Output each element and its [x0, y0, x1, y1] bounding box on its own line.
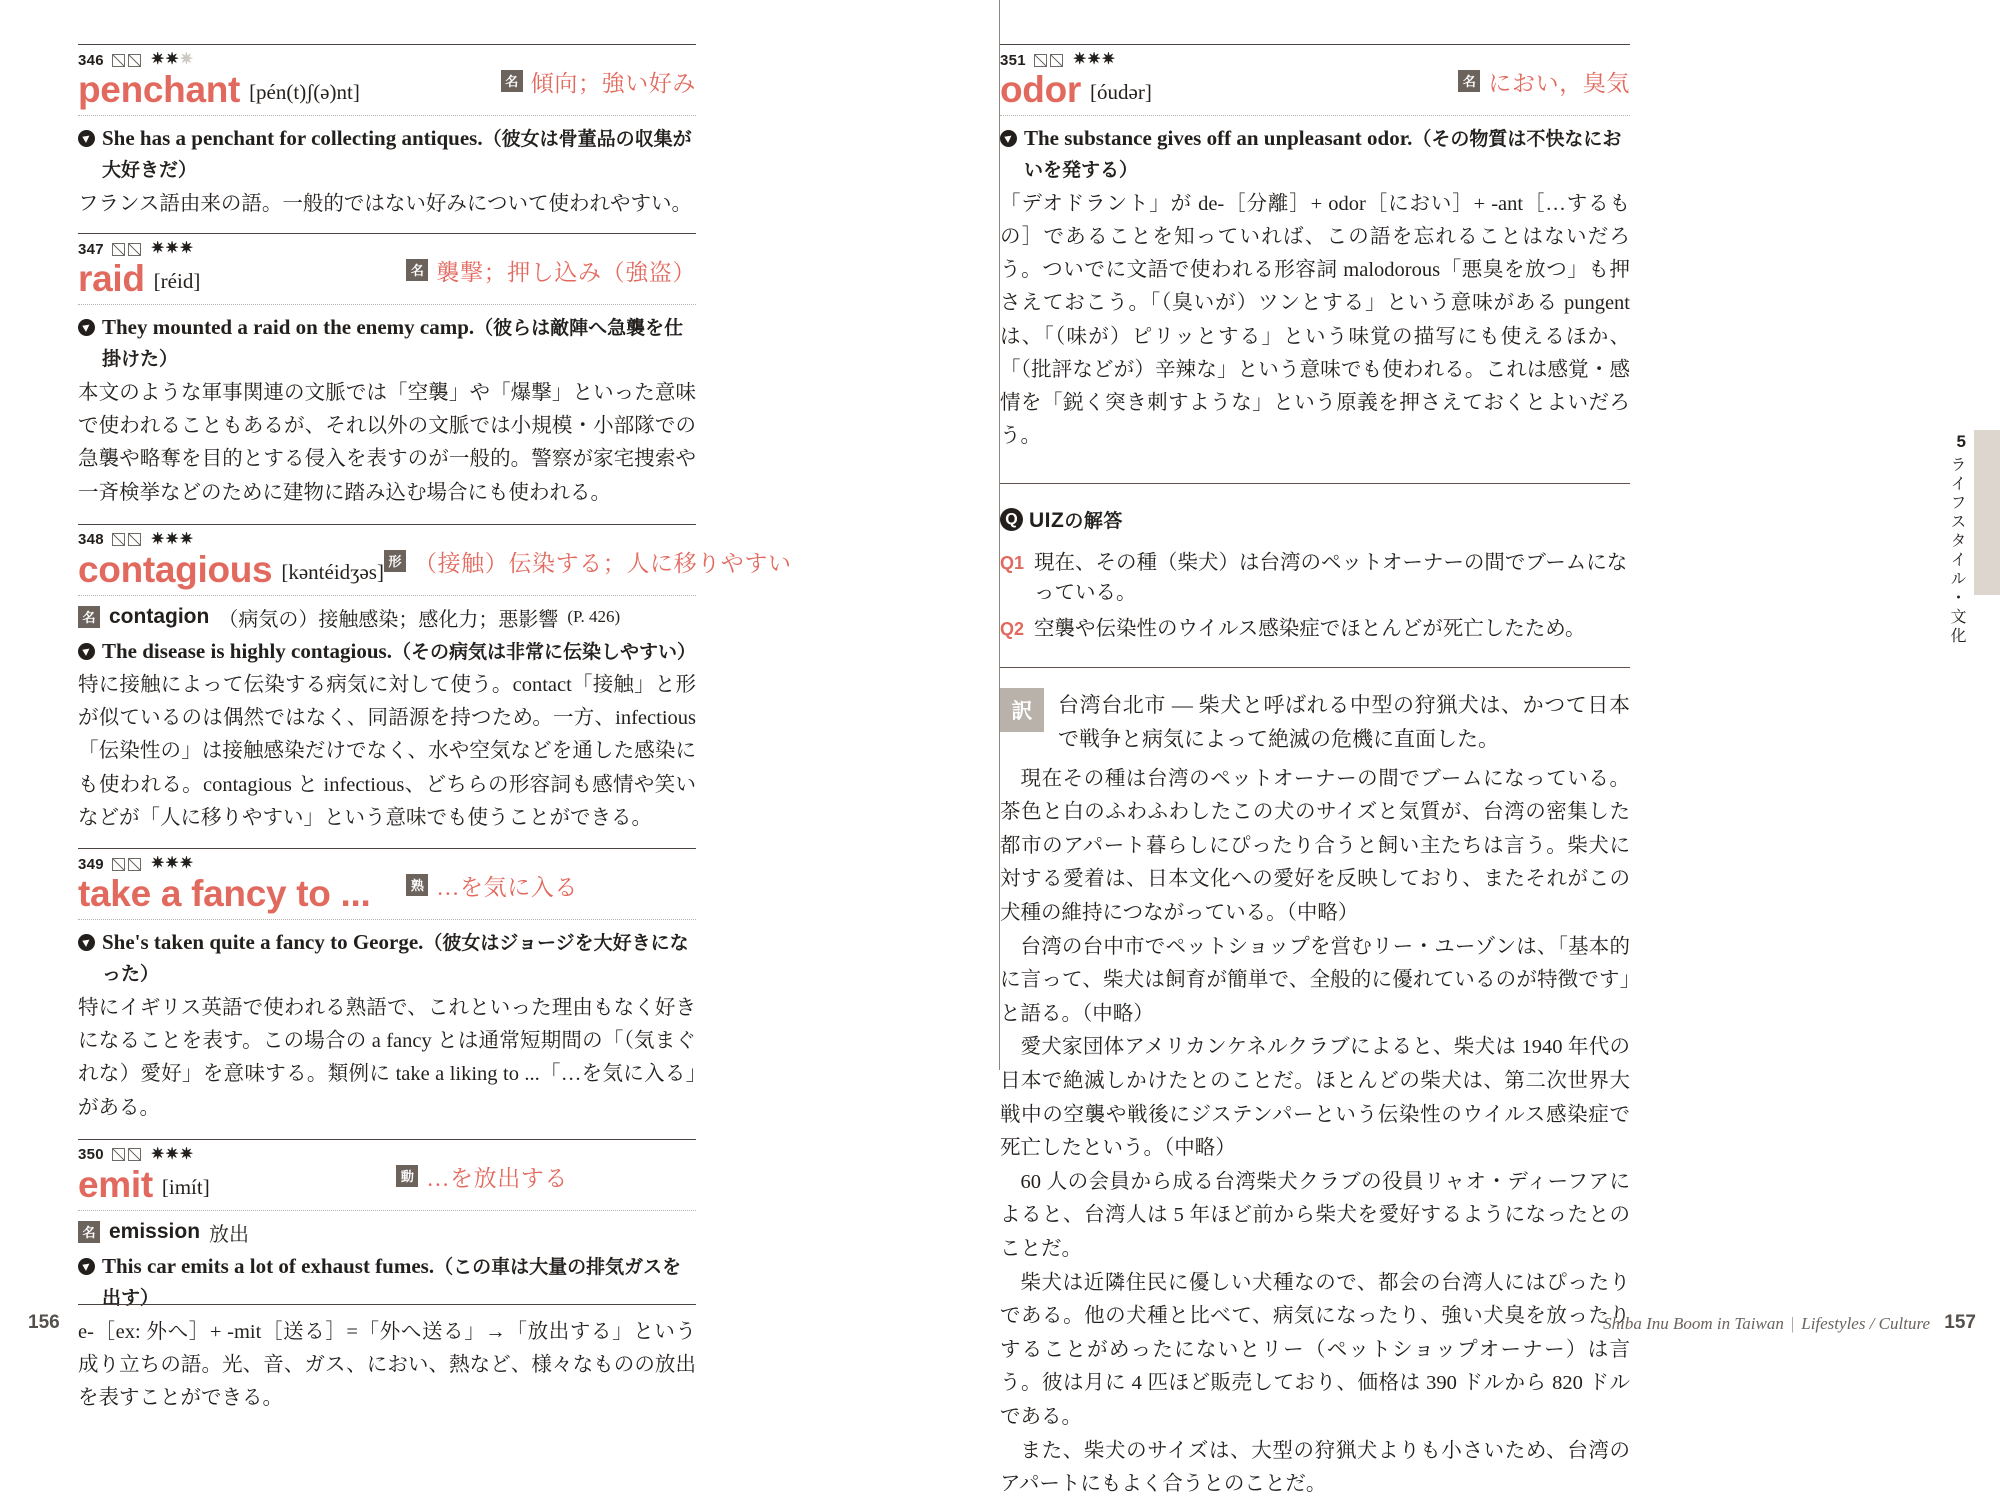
headword-block — [1000, 71, 1152, 110]
headword-block — [78, 260, 200, 299]
audio-icon[interactable] — [1000, 130, 1017, 147]
quiz-item-label: Q2 — [1000, 619, 1025, 640]
review-checkbox-1[interactable] — [112, 858, 125, 871]
quiz-item-label: Q1 — [1000, 553, 1025, 574]
example-japanese: （彼女はジョージを大好きになった） — [102, 932, 689, 986]
running-head-separator: | — [1790, 1314, 1795, 1333]
phonetic: [óudər] — [1090, 80, 1152, 104]
derived-word-row — [78, 603, 696, 632]
left-footer-rule — [78, 1304, 696, 1305]
review-checkbox-2[interactable] — [128, 54, 141, 67]
entry-penchant — [78, 44, 696, 221]
translation-section-rule — [1000, 667, 1630, 668]
quiz-answer-row — [1000, 545, 1630, 605]
quiz-title-jp: の解答 — [1064, 511, 1123, 533]
example-japanese: （彼らは敵陣へ急襲を仕掛けた） — [102, 317, 684, 371]
derived-word-row — [78, 1218, 696, 1247]
headline-row — [78, 71, 696, 110]
entry-emit — [78, 1139, 696, 1415]
left-column — [78, 44, 792, 1415]
entry-top-rule — [78, 524, 696, 525]
entry-note: 特に接触によって伝染する病気に対して使う。contact「接触」と形が似ているのは偶然ではなく、同語源を持つため。一方、infectious「伝染性の」は接触感染だけでなく、水や空気などを通した感染にも使われる。contagious と infectious、どちらの形容詞も感情や笑いなどが「人に移りやすい」という意味でも使うことができる。 — [78, 674, 696, 829]
entry-top-rule — [78, 1139, 696, 1140]
checkbox-pair[interactable] — [1034, 54, 1063, 67]
review-checkbox-1[interactable] — [1034, 54, 1047, 67]
entry-top-rule — [1000, 44, 1630, 45]
translation-paragraph: 柴犬は近隣住民に優しい犬種なので、都会の台湾人にはぴったりである。他の犬種と比べて、病気になったり、強い犬臭を放ったりすることがめったにないとリー（ペットショップオーナー）は言う。彼は月に 4 匹ほど販売しており、価格は 390 ドルから 820 ドルである。 — [1000, 1271, 1630, 1429]
headword: contagious — [78, 548, 273, 590]
entry-note: e-［ex: 外へ］+ -mit［送る］=「外へ送る」→「放出する」という成り立ちの語。光、音、ガス、におい、熱など、様々なものの放出を表すことができる。 — [78, 1320, 696, 1409]
translation-paragraph: 台湾の台中市でペットショップを営むリー・ユーゾンは、「基本的に言って、柴犬は飼育が簡単で、全般的に優れているのが特徴です」と語る。（中略） — [1000, 935, 1630, 1025]
entry-dotted-rule — [78, 595, 696, 596]
audio-icon[interactable] — [78, 934, 95, 951]
review-checkbox-2[interactable] — [128, 1148, 141, 1161]
difficulty-stars: ✷✷✷ — [150, 1145, 195, 1163]
derived-pos-tag: 名 — [78, 606, 100, 628]
page-number-left: 156 — [28, 1312, 60, 1333]
example-japanese: （その物質は不快なにおいを発する） — [1024, 128, 1622, 182]
review-checkbox-2[interactable] — [128, 243, 141, 256]
difficulty-stars: ✷✷✷ — [150, 855, 195, 873]
headline-row — [78, 875, 696, 914]
example-english: She has a penchant for collecting antiques. — [102, 125, 483, 150]
translation-heading — [1000, 688, 1630, 756]
headword-block — [78, 1163, 210, 1205]
headword-block — [78, 71, 360, 110]
derived-meaning: （病気の）接触感染；感化力；悪影響 — [218, 608, 559, 631]
gloss-row — [1458, 65, 1630, 98]
phonetic: [imít] — [161, 1174, 210, 1199]
left-page — [0, 0, 1000, 1409]
translation-paragraph: 愛犬家団体アメリカンケネルクラブによると、柴犬は 1940 年代の日本で絶滅しかけたとのことだ。ほとんどの柴犬は、第二次世界大戦中の空襲や戦後にジステンパーという伝染性のウイルス感染症で死亡したという。（中略） — [1000, 1036, 1630, 1160]
derived-meaning: 放出 — [209, 1223, 250, 1246]
derived-pos-tag: 名 — [78, 1221, 100, 1243]
part-of-speech-tag: 形 — [384, 550, 406, 572]
example-sentence — [78, 636, 696, 668]
example-japanese: （この車は大量の排気ガスを出す） — [102, 1256, 682, 1310]
gloss-text: におい，臭気 — [1488, 70, 1630, 96]
entry-number: 346 — [78, 51, 104, 69]
headword: penchant — [78, 69, 241, 110]
review-checkbox-1[interactable] — [112, 1148, 125, 1161]
entry-number: 350 — [78, 1146, 104, 1164]
example-sentence — [1000, 123, 1630, 186]
part-of-speech-tag: 動 — [396, 1165, 418, 1187]
translation-paragraph: 60 人の会員から成る台湾柴犬クラブの役員リャオ・ディーフアによると、台湾人は 5 年ほど前から柴犬を愛好するようになったとのことだ。 — [1000, 1170, 1630, 1261]
gloss-row — [501, 65, 696, 98]
entry-dotted-rule — [1000, 115, 1630, 116]
running-head-section: Lifestyles / Culture — [1801, 1314, 1930, 1333]
entry-note: 特にイギリス英語で使われる熟語で、これといった理由もなく好きになることを表す。この場合の a fancy とは通常短期間の「（気まぐれな）愛好」を意味する。類例に take a liking to ...「…を気に入る」がある。 — [78, 996, 696, 1119]
quiz-heading — [1000, 506, 1630, 533]
headword-block — [78, 548, 384, 590]
example-english: She's taken quite a fancy to George. — [102, 929, 424, 954]
entry-dotted-rule — [78, 304, 696, 305]
translation-body — [1000, 763, 1630, 1502]
review-checkbox-1[interactable] — [112, 54, 125, 67]
quiz-badge-icon: Q — [1000, 508, 1023, 531]
quiz-item-text: 空襲や伝染性のウイルス感染症でほとんどが死亡したため。 — [1034, 618, 1586, 641]
headword: emit — [78, 1163, 153, 1205]
gloss-text: （接触）伝染する；人に移りやすい — [413, 550, 792, 576]
example-english: They mounted a raid on the enemy camp. — [102, 314, 475, 339]
entry-number: 349 — [78, 855, 104, 873]
derived-page-ref: (P. 426) — [567, 607, 621, 627]
headword: raid — [78, 258, 145, 300]
gloss-text: 傾向；強い好み — [530, 70, 696, 96]
entry-number: 347 — [78, 240, 104, 258]
section-number: 5 — [1956, 432, 1966, 451]
entry-top-rule — [78, 44, 696, 45]
gloss-row — [396, 1160, 568, 1193]
checkbox-pair[interactable] — [112, 243, 141, 256]
quiz-title-en: UIZ — [1029, 509, 1065, 533]
entry-note: 本文のような軍事関連の文脈では「空襲」や「爆撃」といった意味で使われることもあるが、それ以外の文脈では小規模・小部隊での急襲や略奪を目的とする侵入を表すのが一般的。警察が家宅捜索や一斉検挙などのために建物に踏み込む場合にも使われる。 — [78, 381, 696, 504]
quiz-answer-row — [1000, 611, 1630, 641]
difficulty-stars: ✷✷✷ — [150, 240, 195, 258]
review-checkbox-2[interactable] — [128, 858, 141, 871]
entry-odor — [1000, 44, 1630, 453]
headword-block — [78, 875, 379, 914]
headword: take a fancy to ... — [78, 873, 371, 915]
section-thumb-tab — [1974, 430, 2000, 595]
example-japanese: （彼女は骨董品の収集が大好きだ） — [102, 128, 692, 182]
gloss-row — [384, 545, 792, 578]
derived-word: contagion — [109, 605, 210, 629]
headline-row — [1000, 71, 1630, 110]
part-of-speech-tag: 名 — [501, 70, 523, 92]
audio-icon[interactable] — [78, 643, 95, 660]
headword: odor — [1000, 69, 1082, 110]
translation-paragraph: また、柴犬のサイズは、大型の狩猟犬よりも小さいため、台湾のアパートにもよく合うとのことだ。 — [1000, 1439, 1630, 1496]
phonetic: [réid] — [153, 269, 201, 294]
difficulty-stars: ✷✷✷ — [1072, 51, 1117, 68]
page-number-right: 157 — [1944, 1312, 1976, 1333]
example-sentence — [78, 312, 696, 375]
entry-note: フランス語由来の語。一般的ではない好みについて使われやすい。 — [78, 192, 692, 215]
difficulty-stars: ✷✷✷ — [150, 530, 195, 548]
headline-row — [78, 260, 696, 299]
review-checkbox-2[interactable] — [1050, 54, 1063, 67]
example-sentence — [78, 927, 696, 990]
audio-icon[interactable] — [78, 1258, 95, 1275]
example-japanese: （その病気は非常に伝染しやすい） — [391, 641, 696, 663]
part-of-speech-tag: 熟 — [406, 874, 428, 896]
derived-word: emission — [109, 1220, 201, 1244]
entry-note: 「デオドラント」が de-［分離］+ odor［におい］+ -ant［…するもの］であることを知っていれば、この語を忘れることはないだろう。ついでに文語で使われる形容詞 malodorous「悪臭を放つ」も押さえておこう。「（臭いが）ツンとする」という意味がある pungent は、「（味が）ピリッとする」という味覚の描写にも使えるほか、「（批評などが）辛辣な」という意味でも使われる。これは感覚・感情を「鋭く突き刺すような」という原義を押さえておくとよいだろう。 — [1000, 192, 1630, 448]
difficulty-stars: ✷✷✷ — [150, 51, 195, 68]
phonetic: [pén(t)ʃ(ə)nt] — [249, 80, 360, 104]
entry-top-rule — [78, 848, 696, 849]
entry-dotted-rule — [78, 115, 696, 116]
phonetic: [kəntéidʒəs] — [281, 559, 384, 584]
entry-dotted-rule — [78, 1210, 696, 1211]
checkbox-pair[interactable] — [112, 533, 141, 546]
entry-raid — [78, 233, 696, 510]
entry-top-rule — [78, 233, 696, 234]
review-checkbox-1[interactable] — [112, 533, 125, 546]
part-of-speech-tag: 名 — [406, 259, 428, 281]
example-sentence — [78, 123, 696, 186]
checkbox-pair[interactable] — [112, 54, 141, 67]
entry-take-a-fancy-to — [78, 848, 696, 1125]
entry-number: 351 — [1000, 51, 1026, 69]
running-head — [1603, 1314, 1930, 1334]
translation-lead: 台湾台北市 — 柴犬と呼ばれる中型の狩猟犬は、かつて日本で戦争と病気によって絶滅の危機に直面した。 — [1058, 693, 1630, 752]
quiz-title — [1029, 506, 1123, 533]
entry-meta — [78, 1147, 696, 1163]
review-checkbox-2[interactable] — [128, 533, 141, 546]
review-checkbox-1[interactable] — [112, 243, 125, 256]
headline-row — [78, 548, 792, 590]
audio-icon[interactable] — [78, 319, 95, 336]
right-column — [1000, 44, 1630, 1502]
quiz-section-rule — [1000, 483, 1630, 484]
gloss-row — [406, 869, 578, 902]
entry-dotted-rule — [78, 919, 696, 920]
audio-icon[interactable] — [78, 130, 95, 147]
section-label: ライフスタイル・文化 — [1948, 456, 1965, 646]
example-english: The substance gives off an unpleasant odor. — [1024, 125, 1413, 150]
running-head-title: Shiba Inu Boom in Taiwan — [1603, 1314, 1784, 1333]
translation-badge: 訳 — [1000, 688, 1044, 732]
checkbox-pair[interactable] — [112, 1148, 141, 1161]
part-of-speech-tag: 名 — [1458, 70, 1480, 92]
translation-paragraph: 現在その種は台湾のペットオーナーの間でブームになっている。茶色と白のふわふわしたこの犬のサイズと気質が、台湾の密集した都市のアパート暮らしにぴったり合うと飼い主たちは言う。柴犬に対する愛着は、日本文化への愛好を反映しており、またそれがこの犬種の維持につながっている。（中略） — [1000, 767, 1630, 924]
right-page — [1000, 0, 2000, 1496]
checkbox-pair[interactable] — [112, 858, 141, 871]
entry-meta — [78, 856, 696, 872]
quiz-item-text: 現在、その種（柴犬）は台湾のペットオーナーの間でブームになっている。 — [1034, 552, 1628, 605]
gloss-text: …を放出する — [426, 1165, 568, 1191]
entry-contagious — [78, 524, 792, 835]
example-english: This car emits a lot of exhaust fumes. — [102, 1253, 435, 1278]
entry-number: 348 — [78, 531, 104, 549]
example-english: The disease is highly contagious. — [102, 638, 392, 663]
gloss-text: 襲撃；押し込み（強盗） — [436, 259, 696, 285]
headline-row — [78, 1163, 696, 1205]
gloss-row — [406, 254, 696, 287]
gloss-text: …を気に入る — [436, 874, 578, 900]
